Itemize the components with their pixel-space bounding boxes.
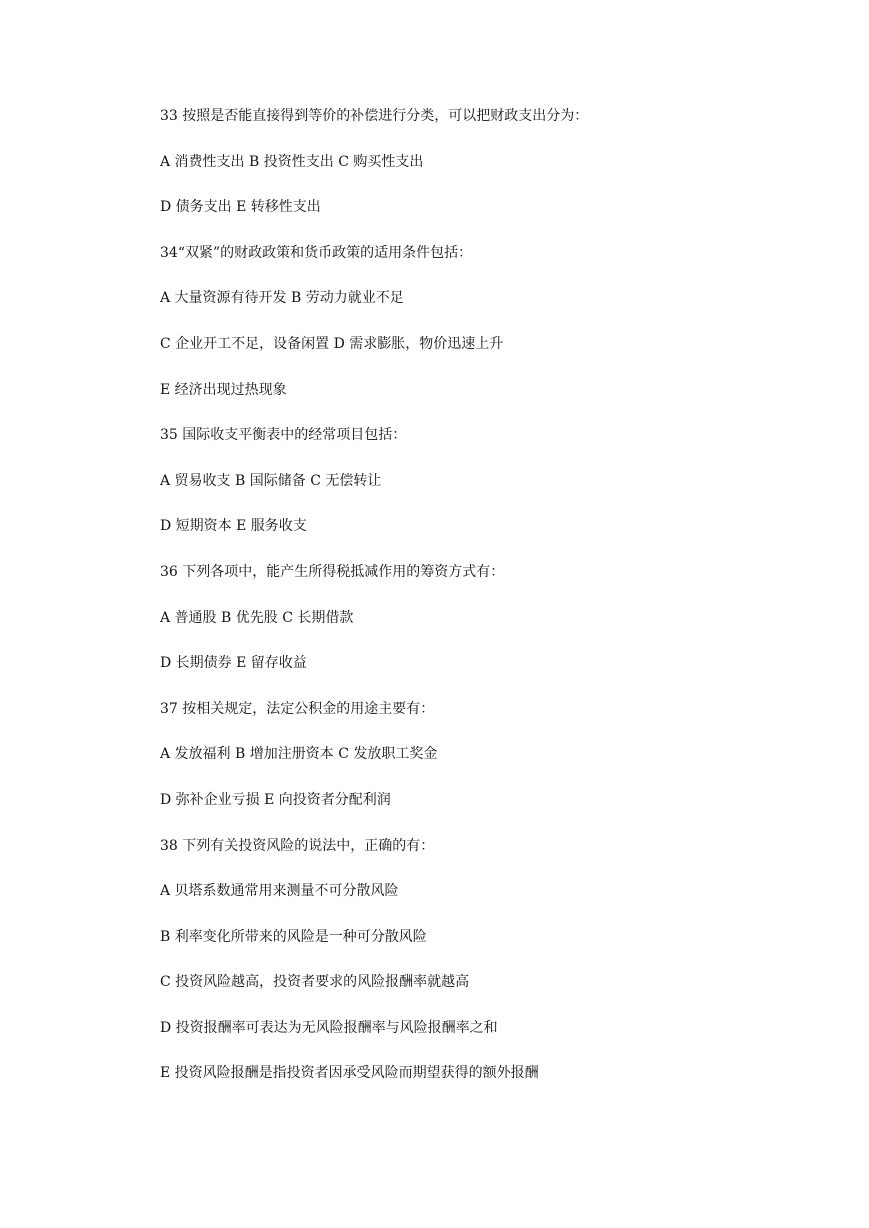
question-35-stem: 35 国际收支平衡表中的经常项目包括： — [160, 427, 407, 444]
question-37-option-line-2: D 弥补企业亏损 E 向投资者分配利润 — [160, 791, 391, 808]
question-33-stem: 33 按照是否能直接得到等价的补偿进行分类，可以把财政支出分为： — [160, 108, 589, 124]
question-33-option-line-1: A 消费性支出 B 投资性支出 C 购买性支出 — [160, 153, 424, 170]
question-34-option-line-1: A 大量资源有待开发 B 劳动力就业不足 — [160, 290, 404, 307]
question-38-option-line-5: E 投资风险报酬是指投资者因承受风险而期望获得的额外报酬 — [160, 1065, 539, 1082]
question-38-option-line-3: C 投资风险越高，投资者要求的风险报酬率就越高 — [160, 974, 470, 991]
question-35-option-line-2: D 短期资本 E 服务收支 — [160, 518, 307, 535]
question-list — [160, 104, 820, 1107]
question-38-stem: 38 下列有关投资风险的说法中，正确的有： — [160, 837, 435, 854]
question-36-option-line-2: D 长期债券 E 留存收益 — [160, 655, 307, 672]
question-38-option-line-1: A 贝塔系数通常用来测量不可分散风险 — [160, 883, 399, 900]
question-34-option-line-2: C 企业开工不足，设备闲置 D 需求膨胀，物价迅速上升 — [160, 335, 504, 352]
question-38-option-line-4: D 投资报酬率可表达为无风险报酬率与风险报酬率之和 — [160, 1019, 498, 1036]
question-34-stem: 34“双紧”的财政政策和货币政策的适用条件包括： — [160, 244, 473, 261]
question-35-option-line-1: A 贸易收支 B 国际储备 C 无偿转让 — [160, 472, 382, 489]
question-34-option-line-3: E 经济出现过热现象 — [160, 381, 287, 398]
question-36-option-line-1: A 普通股 B 优先股 C 长期借款 — [160, 609, 354, 626]
question-33-option-line-2: D 债务支出 E 转移性支出 — [160, 199, 321, 216]
question-38-option-line-2: B 利率变化所带来的风险是一种可分散风险 — [160, 928, 427, 945]
question-37-option-line-1: A 发放福利 B 增加注册资本 C 发放职工奖金 — [160, 746, 438, 763]
question-36-stem: 36 下列各项中，能产生所得税抵减作用的筹资方式有： — [160, 563, 505, 580]
question-37-stem: 37 按相关规定，法定公积金的用途主要有： — [160, 700, 435, 717]
